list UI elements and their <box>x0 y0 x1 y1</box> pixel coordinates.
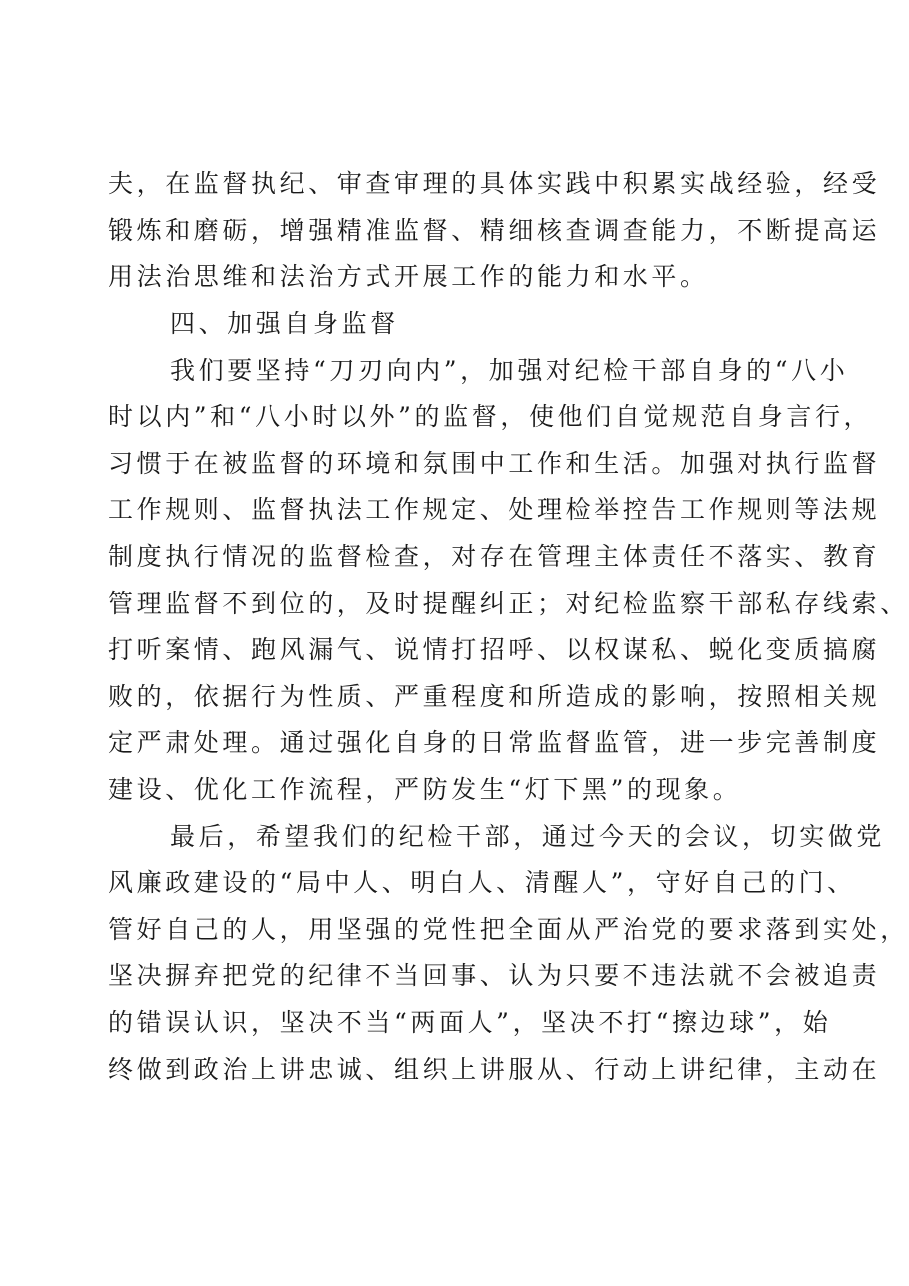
text-line: 夫，在监督执纪、审查审理的具体实践中积累实战经验，经受 <box>108 169 881 198</box>
text-line: 用法治思维和法治方式开展工作的能力和水平。 <box>108 262 709 291</box>
text-line: 打听案情、跑风漏气、说情打招呼、以权谋私、蜕化变质搞腐 <box>108 635 881 664</box>
text-line: 终做到政治上讲忠诚、组织上讲服从、行动上讲纪律，主动在 <box>108 1055 881 1084</box>
section-heading: 四、加强自身监督 <box>170 309 399 338</box>
text-line: 管理监督不到位的，及时提醒纠正；对纪检监察干部私存线索、 <box>108 589 909 618</box>
text-line: 败的，依据行为性质、严重程度和所造成的影响，按照相关规 <box>108 682 881 711</box>
text-line: 风廉政建设的“局中人、明白人、清醒人”，守好自己的门、 <box>108 868 856 897</box>
text-line: 制度执行情况的监督检查，对存在管理主体责任不落实、教育 <box>108 542 881 571</box>
text-line: 定严肃处理。通过强化自身的日常监督监管，进一步完善制度 <box>108 728 881 757</box>
text-line: 管好自己的人，用坚强的党性把全面从严治党的要求落到实处， <box>108 915 909 944</box>
text-line: 的错误认识，坚决不当“两面人”，坚决不打“擦边球”，始 <box>108 1008 832 1037</box>
text-line: 习惯于在被监督的环境和氛围中工作和生活。加强对执行监督 <box>108 449 881 478</box>
text-line: 工作规则、监督执法工作规定、处理检举控告工作规则等法规 <box>108 495 881 524</box>
text-line: 我们要坚持“刀刃向内”，加强对纪检干部自身的“八小 <box>170 356 849 385</box>
text-line: 建设、优化工作流程，严防发生“灯下黑”的现象。 <box>108 775 742 804</box>
text-line: 坚决摒弃把党的纪律不当回事、认为只要不违法就不会被追责 <box>108 961 881 990</box>
text-line: 锻炼和磨砺，增强精准监督、精细核查调查能力，不断提高运 <box>108 216 881 245</box>
text-line: 最后，希望我们的纪检干部，通过今天的会议，切实做党 <box>170 822 886 851</box>
text-line: 时以内”和“八小时以外”的监督，使他们自觉规范自身言行， <box>108 402 873 431</box>
